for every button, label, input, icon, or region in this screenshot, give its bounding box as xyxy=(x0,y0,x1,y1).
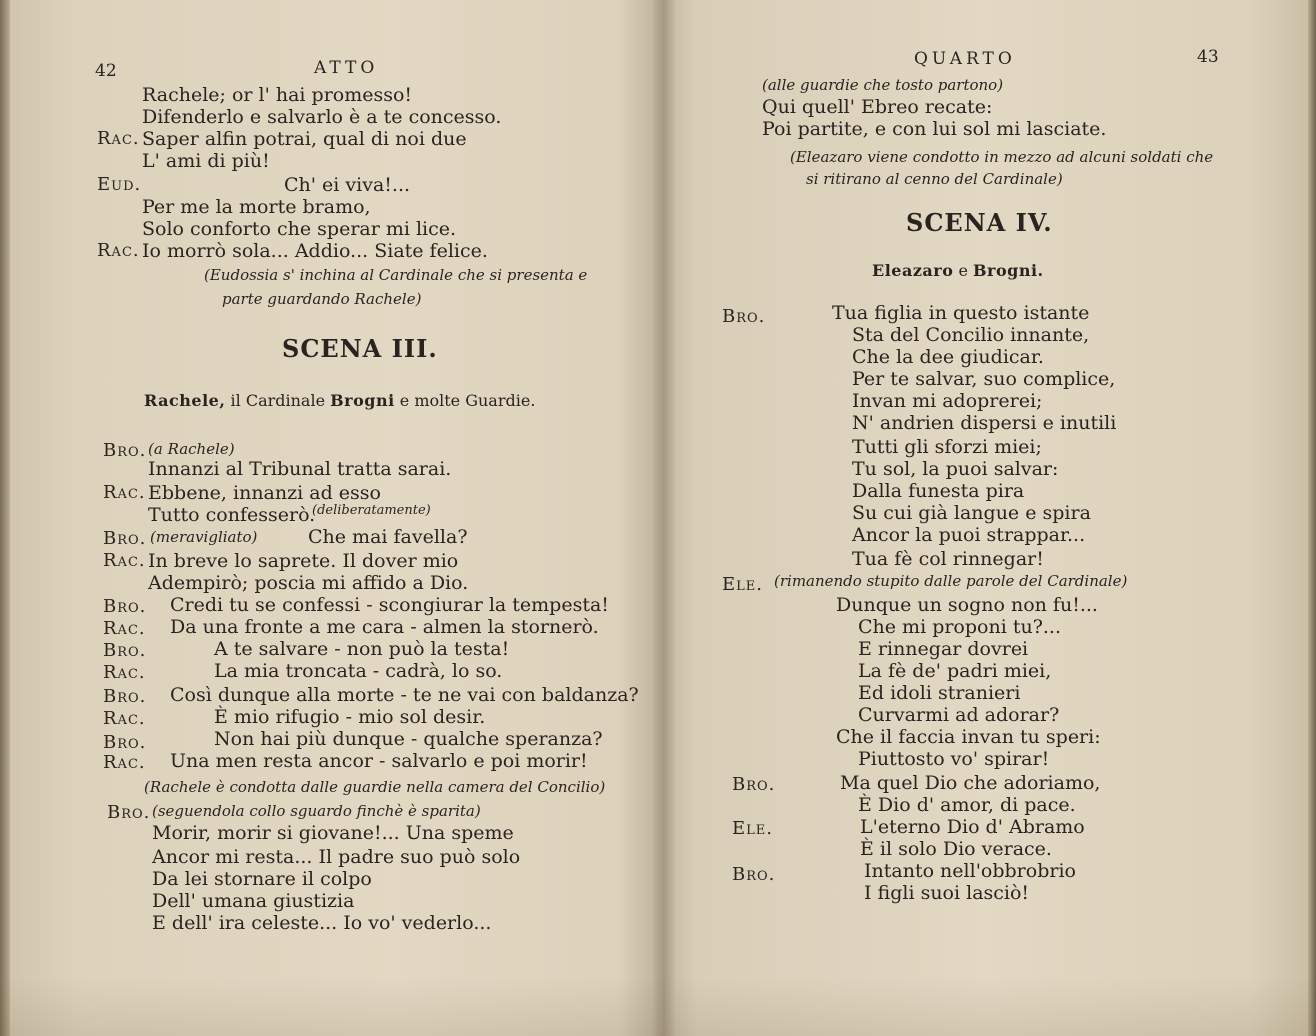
speaker-label: Bro. xyxy=(103,596,147,617)
speaker-label: Bro. xyxy=(722,306,766,327)
cast-list xyxy=(872,260,1044,282)
verse-line: Ma quel Dio che adoriamo, xyxy=(840,772,1101,794)
verse-line: Poi partite, e con lui sol mi lasciate. xyxy=(762,118,1107,140)
scene-title: SCENA IV. xyxy=(906,208,1053,237)
verse-line: Adempirò; poscia mi affido a Dio. xyxy=(148,572,469,594)
speaker-label: Bro. xyxy=(103,732,147,753)
verse-line: Difenderlo e salvarlo è a te concesso. xyxy=(142,106,502,128)
cast-text: e molte Guardie. xyxy=(394,391,536,410)
left-page-edge xyxy=(0,0,10,1036)
stage-direction: (rimanendo stupito dalle parole del Cardinale) xyxy=(774,572,1128,590)
verse-line: Piuttosto vo' spirar! xyxy=(858,748,1050,770)
verse-line: Una men resta ancor - salvarlo e poi morir! xyxy=(170,750,588,772)
verse-line: Dell' umana giustizia xyxy=(152,890,355,912)
verse-line: La mia troncata - cadrà, lo so. xyxy=(214,660,503,682)
book-gutter xyxy=(652,0,676,1036)
verse-line: Morir, morir si giovane!... Una speme xyxy=(152,822,514,844)
speaker-label: Rac. xyxy=(97,128,140,149)
verse-line: Ed idoli stranieri xyxy=(858,682,1021,704)
running-head: ATTO xyxy=(314,58,379,78)
verse-line: Saper alfin potrai, qual di noi due xyxy=(142,128,467,150)
verse-line: Io morrò sola... Addio... Siate felice. xyxy=(142,240,488,262)
verse-line: Per te salvar, suo complice, xyxy=(852,368,1116,390)
stage-direction: (a Rachele) xyxy=(148,440,235,458)
verse-line: Innanzi al Tribunal tratta sarai. xyxy=(148,458,452,480)
verse-line: Rachele; or l' hai promesso! xyxy=(142,84,413,106)
scene-title: SCENA III. xyxy=(282,334,438,363)
cast-text: il Cardinale xyxy=(225,391,331,410)
verse-line: Ancor mi resta... Il padre suo può solo xyxy=(152,846,521,868)
cast-name: Eleazaro xyxy=(872,261,954,280)
speaker-label: Bro. xyxy=(103,640,147,661)
verse-line: Qui quell' Ebreo recate: xyxy=(762,96,993,118)
speaker-label: Rac. xyxy=(103,708,146,729)
stage-direction: (seguendola collo sguardo finchè è sparita) xyxy=(152,802,481,820)
verse-line: Così dunque alla morte - te ne vai con baldanza? xyxy=(170,684,639,706)
verse-line: Che il faccia invan tu speri: xyxy=(836,726,1101,748)
verse-line: Da una fronte a me cara - almen la stornerò. xyxy=(170,616,599,638)
verse-line: Ebbene, innanzi ad esso xyxy=(148,482,381,504)
verse-line: È il solo Dio verace. xyxy=(860,838,1052,860)
speaker-label: Bro. xyxy=(732,864,776,885)
right-page-edge xyxy=(1308,0,1316,1036)
running-head: QUARTO xyxy=(914,49,1016,69)
cast-list xyxy=(144,390,535,412)
verse-line: Da lei stornare il colpo xyxy=(152,868,372,890)
verse-line: Invan mi adoprerei; xyxy=(852,390,1043,412)
verse-line: Che mai favella? xyxy=(308,526,468,548)
page-number: 42 xyxy=(95,61,117,81)
speaker-label: Rac. xyxy=(103,482,146,503)
verse-line: E rinnegar dovrei xyxy=(858,638,1029,660)
verse-line: Tu sol, la puoi salvar: xyxy=(852,458,1059,480)
stage-direction: (Rachele è condotta dalle guardie nella camera del Concilio) xyxy=(144,778,606,796)
verse-line: Tutto confesserò. xyxy=(148,504,316,526)
verse-line: Che mi proponi tu?... xyxy=(858,616,1062,638)
verse-line: È mio rifugio - mio sol desir. xyxy=(214,706,486,728)
verse-line: Dunque un sogno non fu!... xyxy=(836,594,1098,616)
speaker-label: Ele. xyxy=(732,818,773,839)
speaker-label: Rac. xyxy=(103,662,146,683)
cast-text: e xyxy=(953,261,974,280)
stage-direction: (deliberatamente) xyxy=(312,503,431,518)
verse-line: Su cui già langue e spira xyxy=(852,502,1091,524)
verse-line: Tua figlia in questo istante xyxy=(832,302,1090,324)
verse-line: L' ami di più! xyxy=(142,150,270,172)
verse-line: Intanto nell'obbrobrio xyxy=(864,860,1076,882)
verse-line: Curvarmi ad adorar? xyxy=(858,704,1060,726)
verse-line: E dell' ira celeste... Io vo' vederlo... xyxy=(152,912,492,934)
cast-name: Brogni. xyxy=(973,261,1044,280)
verse-line: In breve lo saprete. Il dover mio xyxy=(148,550,459,572)
verse-line: È Dio d' amor, di pace. xyxy=(858,794,1076,816)
speaker-label: Bro. xyxy=(103,440,147,461)
verse-line: Tua fè col rinnegar! xyxy=(852,548,1044,570)
page-number: 43 xyxy=(1197,47,1219,67)
verse-line: Ancor la puoi strappar... xyxy=(852,524,1086,546)
verse-line: A te salvare - non può la testa! xyxy=(214,638,510,660)
verse-line: Per me la morte bramo, xyxy=(142,196,371,218)
page-shadow xyxy=(0,976,1316,1036)
verse-line: Sta del Concilio innante, xyxy=(852,324,1090,346)
cast-name: Brogni xyxy=(330,391,395,410)
speaker-label: Rac. xyxy=(103,550,146,571)
verse-line: I figli suoi lasciò! xyxy=(864,882,1030,904)
speaker-label: Bro. xyxy=(103,686,147,707)
speaker-label: Bro. xyxy=(107,802,151,823)
speaker-label: Rac. xyxy=(103,752,146,773)
stage-direction: parte guardando Rachele) xyxy=(222,290,422,308)
speaker-label: Rac. xyxy=(97,240,140,261)
speaker-label: Eud. xyxy=(97,174,142,195)
verse-line: Tutti gli sforzi miei; xyxy=(852,436,1042,458)
stage-direction: (alle guardie che tosto partono) xyxy=(762,76,1004,94)
cast-name: Rachele, xyxy=(144,391,226,410)
speaker-label: Bro. xyxy=(732,774,776,795)
stage-direction: (meravigliato) xyxy=(150,528,258,546)
verse-line: Dalla funesta pira xyxy=(852,480,1025,502)
speaker-label: Rac. xyxy=(103,618,146,639)
stage-direction: si ritirano al cenno del Cardinale) xyxy=(806,170,1063,188)
speaker-label: Bro. xyxy=(103,528,147,549)
stage-direction: (Eudossia s' inchina al Cardinale che si presenta e xyxy=(204,266,588,284)
stage-direction: (Eleazaro viene condotto in mezzo ad alcuni soldati che xyxy=(790,148,1214,166)
verse-line: N' andrien dispersi e inutili xyxy=(852,412,1117,434)
verse-line: Ch' ei viva!... xyxy=(284,174,411,196)
verse-line: Credi tu se confessi - scongiurar la tempesta! xyxy=(170,594,609,616)
verse-line: La fè de' padri miei, xyxy=(858,660,1052,682)
verse-line: Non hai più dunque - qualche speranza? xyxy=(214,728,603,750)
verse-line: Solo conforto che sperar mi lice. xyxy=(142,218,457,240)
verse-line: Che la dee giudicar. xyxy=(852,346,1044,368)
verse-line: L'eterno Dio d' Abramo xyxy=(860,816,1085,838)
speaker-label: Ele. xyxy=(722,574,763,595)
